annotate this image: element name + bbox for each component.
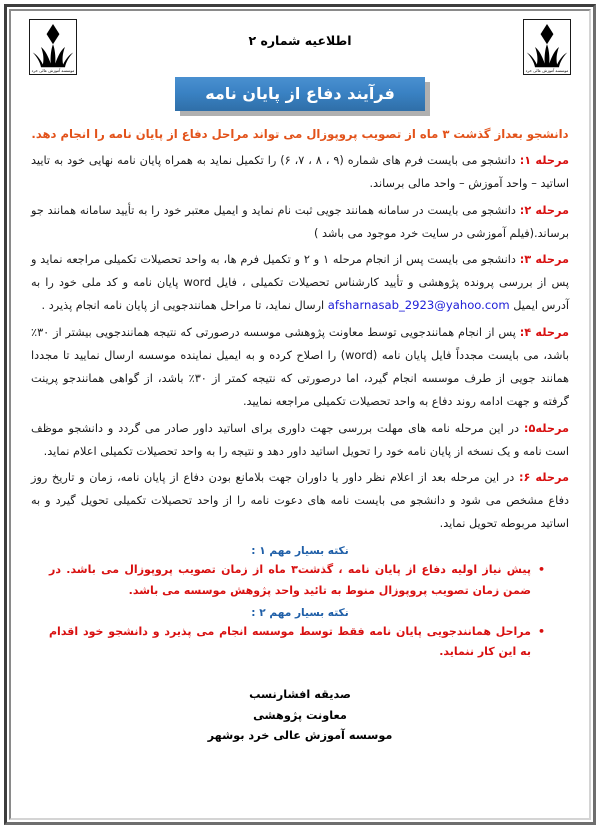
note-1-heading: نکته بسیار مهم ۱ :	[251, 545, 349, 558]
announcement-number-title: اطلاعیه شماره ۲	[248, 33, 352, 48]
document-title-banner: فرآیند دفاع از پایان نامه	[175, 77, 425, 111]
stage-4-label: مرحله ۴:	[519, 325, 569, 339]
stage-2-text: دانشجو می بایست در سامانه همانند جویی ثبت نام نماید و ایمیل معتبر خود را به تأیید سامانه همانند جو برساند.(فیلم آموزشی در سایت خرد موجود می باشد )	[31, 203, 569, 240]
stage-2-label: مرحله ۲:	[519, 203, 569, 217]
stage-3-text-after-email: ارسال نماید، تا مراحل همانندجویی از پایان نامه انجام پذیرد .	[41, 299, 328, 313]
note-1-item	[29, 560, 571, 601]
stage-4-word-keyword: word	[345, 349, 373, 363]
signatory-position: معاونت پژوهشی	[253, 708, 347, 722]
stage-1-label: مرحله ۱:	[519, 154, 570, 168]
stage-3-label: مرحله ۳:	[519, 252, 569, 266]
document-subtitle: دانشجو بعداز گذشت ۳ ماه از تصویب پروپوزال می تواند مراحل دفاع از پایان نامه را انجام دهد.	[31, 127, 569, 142]
page-inner-frame	[9, 9, 591, 820]
stage-5-label: مرحله۵:	[523, 421, 569, 435]
bullet-icon: •	[537, 563, 545, 577]
banner-container	[29, 77, 571, 111]
stage-2-paragraph	[29, 199, 571, 245]
stages-list	[29, 149, 571, 535]
stage-3-text-before-email: دانشجو می بایست پس از انجام مرحله ۱ و ۲ و تکمیل فرم ها، به واحد تحصیلات تکمیلی مراجعه نماید و پس از بررسی پرونده پژوهشی و تأیید کارشناس تحصیلات تکمیلی ، فایل	[31, 252, 569, 289]
logo-caption-left: موسسه آموزش عالی خرد	[31, 67, 75, 73]
page-outer-frame	[4, 4, 596, 825]
stage-1-paragraph	[29, 149, 571, 195]
logo-caption-right: موسسه آموزش عالی خرد	[525, 67, 569, 73]
note-2-heading: نکته بسیار مهم ۲ :	[251, 606, 349, 619]
stage-5-text: در این مرحله نامه های مهلت بررسی جهت داوری برای اساتید داور صادر می گردد و دانشجو موظف است نامه و یک نسخه از پایان نامه خود را تحویل اساتید داور دهد و نتیجه را به واحد تحصیلات تکمیلی اعلام نماید.	[31, 421, 569, 458]
stage-3-paragraph	[29, 248, 571, 318]
note-2-text: مراحل همانندجویی پایان نامه فقط توسط موسسه انجام می پذیرد و دانشجو خود اقدام به این کار ننماید.	[49, 624, 531, 659]
stage-5-paragraph	[29, 417, 571, 463]
stage-4-text-before: پس از انجام همانندجویی توسط معاونت پژوهشی موسسه درصورتی که نتیجه همانندجویی بیشتر از ۳۰٪ باشد، می بایست مجدداً فایل پایان نامه (	[31, 325, 569, 363]
signatory-name: صدیقه افشارنسب	[249, 687, 351, 701]
stage-1-text: دانشجو می بایست فرم های شماره (۹ ، ۸ ، ۷، ۶) را تکمیل نماید به همراه پایان نامه نهایی خود به تایید اساتید – واحد آموزش – واحد مالی برساند.	[31, 154, 569, 191]
important-notes-section	[29, 545, 571, 662]
note-2-item	[29, 622, 571, 663]
stage-6-paragraph	[29, 466, 571, 535]
stage-3-text-middle: پایان نامه و کد ملی خود را به آدرس ایمیل	[31, 275, 569, 313]
stage-6-label: مرحله ۶:	[518, 470, 569, 484]
signature-block	[29, 685, 571, 748]
bullet-icon: •	[537, 624, 545, 638]
stage-6-text: در این مرحله بعد از اعلام نظر داور یا داوران جهت بلامانع بودن دفاع از پایان نامه، زمان و تاریخ روز دفاع مشخص می شود و دانشجو می بایست نامه های دعوت نامه را از واحد تحصیلات تکمیلی تحویل گیرد و به اساتید مربوطه تحویل نماید.	[31, 470, 569, 531]
note-1-text: پیش نیاز اولیه دفاع از پایان نامه ، گذشت۳ ماه از زمان تصویب پروپوزال می باشد. در ضمن زمان تصویب پروپوزال منوط به تائید واحد پژوهش موسسه می باشد.	[49, 563, 531, 597]
contact-email-link[interactable]: afsharnasab_2923@yahoo.com	[327, 298, 510, 313]
stage-3-word-keyword: word	[183, 275, 212, 289]
document-content	[11, 11, 589, 818]
stage-4-paragraph	[29, 321, 571, 414]
stage-4-text-after: ) را اصلاح کرده و به ایمیل نماینده موسسه ارسال نمایید تا مجددا همانند جویی از طرف موسسه انجام گیرد، اما درصورتی که نتیجه کمتر از ۳۰٪ باشد، از گواهی همانندجو پرینت گرفته و جهت ادامه روند دفاع به واحد تحصیلات تکمیلی مراجعه نمایید.	[31, 349, 569, 409]
document-header	[29, 17, 571, 79]
signatory-organization: موسسه آموزش عالی خرد بوشهر	[207, 729, 393, 743]
